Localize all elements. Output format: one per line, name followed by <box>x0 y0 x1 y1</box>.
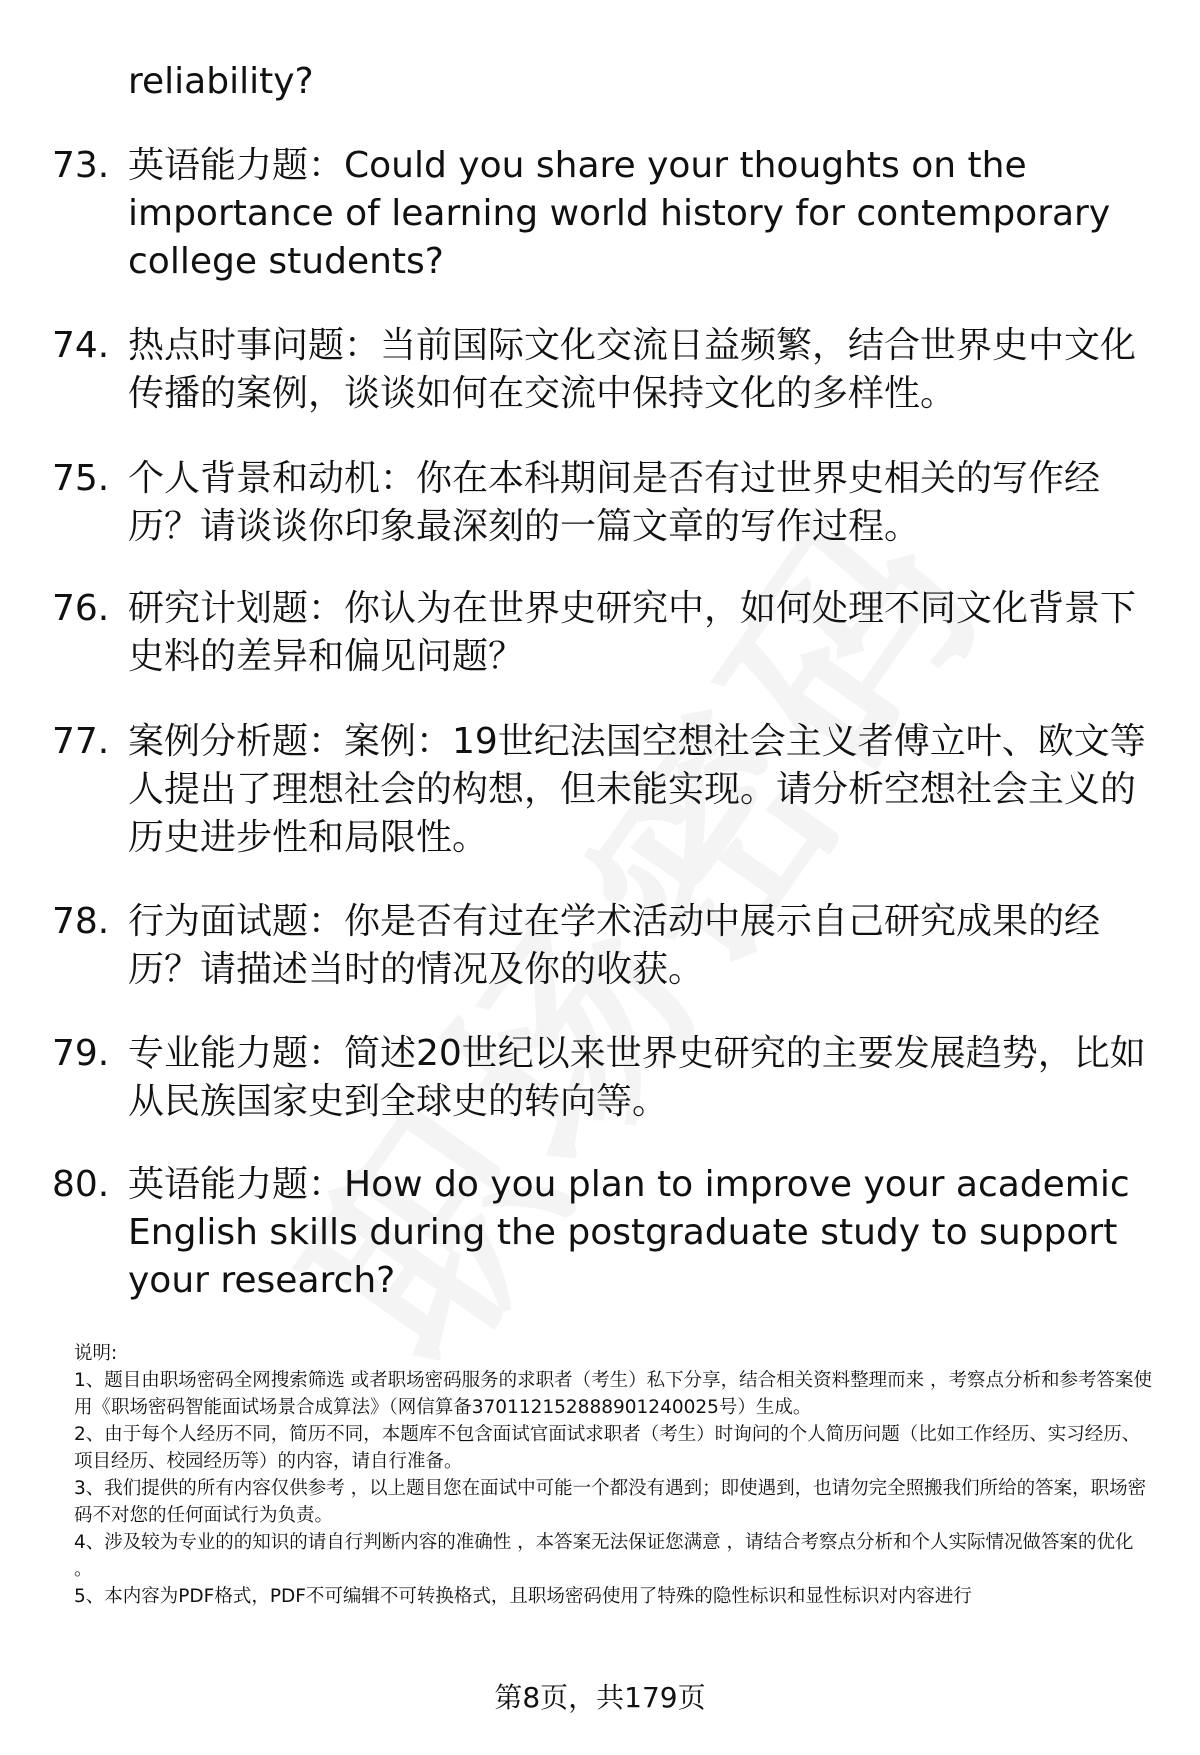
question-number: 80. <box>52 1164 110 1205</box>
question-item <box>52 898 1152 994</box>
note-item: 3、我们提供的所有内容仅供参考 ，以上题目您在面试中可能一个都没有遇到；即使遇到，也请勿完全照搬我们所给的答案，职场密码不对您的任何面试行为负责。 <box>74 1478 1147 1526</box>
note-item: 4、涉及较为专业的的知识的请自行判断内容的准确性 ，本答案无法保证您满意 ，请结合考察点分析和个人实际情况做答案的优化 。 <box>74 1532 1134 1580</box>
question-text: 行为面试题：你是否有过在学术活动中展示自己研究成果的经历？请描述当时的情况及你的收获。 <box>128 901 1101 990</box>
question-text: 热点时事问题：当前国际文化交流日益频繁，结合世界史中文化传播的案例，谈谈如何在交流中保持文化的多样性。 <box>128 325 1137 414</box>
question-number: 73. <box>52 145 110 186</box>
question-item <box>52 585 1152 681</box>
question-text: 专业能力题：简述20世纪以来世界史研究的主要发展趋势，比如从民族国家史到全球史的转向等。 <box>128 1033 1146 1122</box>
question-item <box>52 322 1152 418</box>
question-number: 78. <box>52 901 110 942</box>
question-number: 79. <box>52 1033 110 1074</box>
question-text: 个人背景和动机：你在本科期间是否有过世界史相关的写作经历？请谈谈你印象最深刻的一篇文章的写作过程。 <box>128 458 1101 547</box>
note-item: 1、题目由职场密码全网搜索筛选 或者职场密码服务的求职者（考生）私下分享，结合相关资料整理而来 ，考察点分析和参考答案使用《职场密码智能面试场景合成算法》（网信算备370112152888901240025号）生成。 <box>74 1370 1153 1418</box>
note-item: 5、本内容为PDF格式，PDF不可编辑不可转换格式，且职场密码使用了特殊的隐性标识和显性标识对内容进行 <box>74 1586 972 1607</box>
question-item <box>52 1030 1152 1126</box>
note-item: 2、由于每个人经历不同，简历不同，本题库不包含面试官面试求职者（考生）时询问的个人简历问题（比如工作经历、实习经历、项目经历、校园经历等）的内容，请自行准备。 <box>74 1424 1141 1472</box>
notes-heading: 说明: <box>74 1343 118 1364</box>
question-text: 英语能力题：How do you plan to improve your academic English skills during the postgraduate study to support your research? <box>128 1164 1130 1301</box>
question-item <box>52 455 1152 551</box>
question-text: 研究计划题：你认为在世界史研究中，如何处理不同文化背景下史料的差异和偏见问题？ <box>128 588 1137 677</box>
page-number: 第8页，共179页 <box>494 1681 706 1714</box>
question-number: 77. <box>52 721 110 762</box>
question-item <box>52 142 1152 286</box>
question-number: 76. <box>52 588 110 629</box>
notes-section <box>74 1340 1154 1610</box>
question-text: 案例分析题：案例：19世纪法国空想社会主义者傅立叶、欧文等人提出了理想社会的构想，但未能实现。请分析空想社会主义的历史进步性和局限性。 <box>128 721 1146 858</box>
question-number: 75. <box>52 458 110 499</box>
question-item <box>52 718 1152 862</box>
question-continuation: reliability? <box>128 61 314 102</box>
question-item <box>52 1161 1152 1305</box>
question-number: 74. <box>52 325 110 366</box>
question-text: 英语能力题：Could you share your thoughts on the importance of learning world history for contemporary college students? <box>128 145 1111 282</box>
